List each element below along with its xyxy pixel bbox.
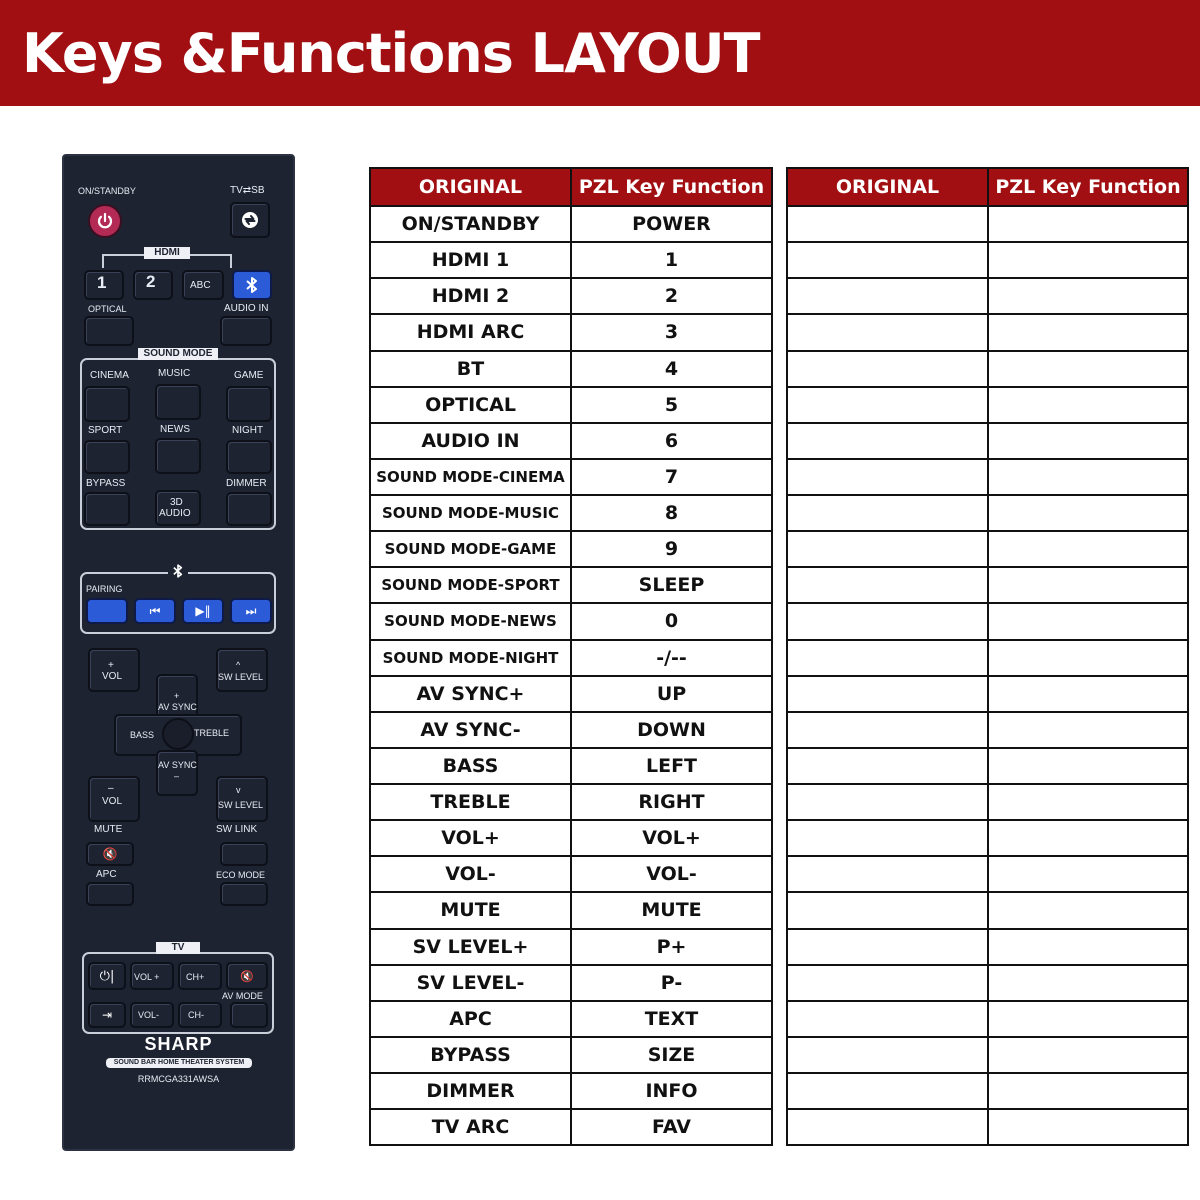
dimmer-label: DIMMER: [226, 478, 267, 489]
empty-cell: [988, 206, 1188, 242]
dimmer-button: [226, 492, 272, 526]
vol-down-minus: –: [108, 783, 114, 794]
power-button: [88, 204, 122, 238]
pzl-function-cell: P-: [571, 965, 772, 1001]
mute-button: [86, 842, 134, 866]
empty-cell: [988, 748, 1188, 784]
table-row: [370, 712, 772, 748]
table-row: [787, 206, 1188, 242]
empty-cell: [988, 965, 1188, 1001]
apc-button: [86, 882, 134, 906]
pzl-function-cell: FAV: [571, 1109, 772, 1145]
original-key-cell: SOUND MODE-SPORT: [370, 567, 571, 603]
table-row: [787, 676, 1188, 712]
tv-mute-icon: 🔇: [240, 969, 254, 983]
table-row: [370, 351, 772, 387]
empty-cell: [988, 567, 1188, 603]
sw-level-up-arrow: ^: [236, 660, 241, 670]
key-2-label: 2: [146, 272, 156, 291]
table-row: [370, 929, 772, 965]
empty-cell: [787, 242, 988, 278]
av-mode-label: AV MODE: [222, 991, 263, 1001]
empty-cell: [988, 242, 1188, 278]
table-row: [787, 892, 1188, 928]
hdmi-label: HDMI: [144, 247, 190, 259]
remote-control-image: [62, 154, 295, 1151]
center-dial: [162, 718, 194, 750]
table-row: [370, 459, 772, 495]
original-key-cell: TV ARC: [370, 1109, 571, 1145]
table-row: [370, 567, 772, 603]
key-mapping-table: [369, 167, 773, 1146]
input-switch-icon: [232, 204, 268, 236]
original-key-cell: SOUND MODE-NEWS: [370, 603, 571, 639]
optical-label: OPTICAL: [88, 304, 127, 314]
original-key-cell: SV LEVEL-: [370, 965, 571, 1001]
vol-up-label: VOL: [102, 671, 123, 682]
audio-in-label: AUDIO IN: [224, 303, 269, 314]
empty-cell: [787, 531, 988, 567]
news-button: [155, 438, 201, 474]
blank-mapping-table: [786, 167, 1189, 1146]
table-row: [370, 748, 772, 784]
3d-audio-label-line1: 3D: [170, 497, 183, 508]
sw-level-down-label: SW LEVEL: [218, 800, 264, 810]
mute-icon: 🔇: [102, 847, 118, 861]
table-row: [787, 278, 1188, 314]
empty-cell: [787, 278, 988, 314]
pzl-function-cell: 1: [571, 242, 772, 278]
vol-up-button: [88, 648, 140, 692]
original-key-cell: AV SYNC-: [370, 712, 571, 748]
tv-input-button: [88, 1002, 126, 1028]
original-key-cell: VOL+: [370, 820, 571, 856]
table-row: [787, 387, 1188, 423]
table-row: [787, 712, 1188, 748]
empty-cell: [988, 856, 1188, 892]
original-key-cell: TREBLE: [370, 784, 571, 820]
empty-cell: [787, 495, 988, 531]
table-row: [370, 1109, 772, 1145]
table-row: [370, 495, 772, 531]
original-key-cell: BASS: [370, 748, 571, 784]
original-key-cell: BT: [370, 351, 571, 387]
sound-mode-label: SOUND MODE: [138, 348, 218, 360]
table-row: [370, 387, 772, 423]
table-row: [787, 567, 1188, 603]
empty-cell: [988, 820, 1188, 856]
sw-link-button: [220, 842, 268, 866]
table-row: [787, 1037, 1188, 1073]
pairing-label: PAIRING: [86, 584, 123, 594]
pairing-button: [86, 598, 128, 624]
table-row: [787, 423, 1188, 459]
play-pause-button: [182, 598, 224, 624]
eco-mode-button: [220, 882, 268, 906]
original-key-cell: SOUND MODE-GAME: [370, 531, 571, 567]
av-sync-down-label: AV SYNC: [158, 760, 197, 770]
tv-vol-down-label: VOL-: [138, 1010, 160, 1020]
av-sync-up-plus: +: [174, 691, 180, 701]
cinema-button: [84, 386, 130, 422]
sw-level-up-label: SW LEVEL: [218, 672, 264, 682]
empty-cell: [988, 892, 1188, 928]
empty-cell: [787, 423, 988, 459]
table-row: [370, 784, 772, 820]
pzl-function-cell: 5: [571, 387, 772, 423]
table-row: [787, 314, 1188, 350]
previous-icon: ⏮: [149, 603, 161, 618]
page-title: Keys &Functions LAYOUT: [22, 22, 760, 85]
empty-cell: [787, 603, 988, 639]
sw-link-label: SW LINK: [216, 824, 258, 835]
night-button: [226, 440, 272, 474]
night-label: NIGHT: [232, 425, 264, 436]
power-icon: [90, 206, 120, 236]
empty-cell: [988, 1109, 1188, 1145]
empty-cell: [988, 676, 1188, 712]
table-row: [787, 784, 1188, 820]
table-row: [787, 929, 1188, 965]
table-row: [787, 1001, 1188, 1037]
brand-logo: SHARP: [144, 1034, 213, 1054]
table-row: [370, 820, 772, 856]
empty-cell: [988, 1073, 1188, 1109]
empty-cell: [988, 278, 1188, 314]
music-label: MUSIC: [158, 368, 191, 379]
pzl-function-cell: 7: [571, 459, 772, 495]
pzl-function-cell: -/--: [571, 640, 772, 676]
original-key-cell: VOL-: [370, 856, 571, 892]
empty-cell: [988, 459, 1188, 495]
game-label: GAME: [234, 370, 264, 381]
next-button: [230, 598, 272, 624]
pzl-function-cell: SLEEP: [571, 567, 772, 603]
table-row: [370, 892, 772, 928]
table-row: [787, 1109, 1188, 1145]
pzl-function-cell: VOL+: [571, 820, 772, 856]
empty-cell: [988, 929, 1188, 965]
pzl-function-cell: TEXT: [571, 1001, 772, 1037]
table-row: [370, 206, 772, 242]
table-row: [787, 351, 1188, 387]
table-row: [370, 640, 772, 676]
empty-cell: [787, 206, 988, 242]
original-key-cell: SOUND MODE-NIGHT: [370, 640, 571, 676]
empty-cell: [988, 314, 1188, 350]
original-key-cell: HDMI 2: [370, 278, 571, 314]
eco-mode-label: ECO MODE: [216, 870, 266, 880]
original-column-header: ORIGINAL: [370, 168, 571, 206]
original-key-cell: DIMMER: [370, 1073, 571, 1109]
table-row: [370, 278, 772, 314]
empty-cell: [787, 965, 988, 1001]
previous-button: [134, 598, 176, 624]
bass-label: BASS: [130, 730, 155, 740]
original-key-cell: OPTICAL: [370, 387, 571, 423]
pzl-function-column-header: PZL Key Function: [988, 168, 1188, 206]
table-row: [787, 640, 1188, 676]
tv-vol-up-label: VOL +: [134, 972, 160, 982]
pzl-function-cell: DOWN: [571, 712, 772, 748]
pzl-function-cell: 9: [571, 531, 772, 567]
sport-button: [84, 440, 130, 474]
empty-cell: [988, 640, 1188, 676]
tv-mute-button: [226, 962, 268, 990]
av-sync-up-label: AV SYNC: [158, 702, 197, 712]
table-row: [787, 965, 1188, 1001]
table-row: [787, 531, 1188, 567]
empty-cell: [787, 712, 988, 748]
table-row: [787, 1073, 1188, 1109]
next-icon: ⏭: [245, 603, 257, 618]
optical-button: [84, 316, 134, 346]
original-key-cell: BYPASS: [370, 1037, 571, 1073]
vol-up-plus: +: [108, 660, 114, 671]
table-row: [370, 1037, 772, 1073]
original-key-cell: ON/STANDBY: [370, 206, 571, 242]
tv-ch-down-label: CH-: [188, 1010, 204, 1020]
empty-cell: [988, 387, 1188, 423]
table-row: [787, 603, 1188, 639]
3d-audio-label-line2: AUDIO: [159, 508, 191, 519]
empty-cell: [988, 351, 1188, 387]
sw-level-down-arrow: v: [236, 785, 241, 795]
tv-sb-label: TV⇄SB: [230, 185, 265, 196]
pzl-function-cell: 6: [571, 423, 772, 459]
pzl-function-cell: LEFT: [571, 748, 772, 784]
pzl-function-cell: 4: [571, 351, 772, 387]
table-row: [787, 748, 1188, 784]
original-key-cell: SOUND MODE-CINEMA: [370, 459, 571, 495]
tv-label: TV: [156, 942, 200, 954]
table-row: [370, 423, 772, 459]
empty-cell: [787, 459, 988, 495]
key-1-label: 1: [97, 273, 107, 292]
empty-cell: [787, 351, 988, 387]
pzl-function-cell: 2: [571, 278, 772, 314]
empty-cell: [787, 1001, 988, 1037]
table-row: [787, 242, 1188, 278]
original-key-cell: AUDIO IN: [370, 423, 571, 459]
tv-input-icon: ⇥: [101, 1008, 113, 1022]
original-column-header: ORIGINAL: [787, 168, 988, 206]
music-button: [155, 384, 201, 420]
empty-cell: [988, 784, 1188, 820]
on-standby-label: ON/STANDBY: [78, 186, 136, 196]
table-row: [787, 820, 1188, 856]
empty-cell: [787, 929, 988, 965]
table-row: [787, 459, 1188, 495]
table-header-row: [370, 168, 772, 206]
tv-power-icon: ⏻|: [99, 968, 115, 984]
bluetooth-button: [232, 270, 272, 300]
sw-level-down-button: [216, 776, 268, 822]
tv-ch-up-label: CH+: [186, 972, 205, 982]
original-key-cell: SV LEVEL+: [370, 929, 571, 965]
original-key-cell: HDMI 1: [370, 242, 571, 278]
key-abc-label: ABC: [190, 280, 211, 291]
original-key-cell: SOUND MODE-MUSIC: [370, 495, 571, 531]
audio-in-button: [220, 316, 272, 346]
tv-sb-button: [230, 202, 270, 238]
empty-cell: [787, 820, 988, 856]
mute-label: MUTE: [94, 824, 123, 835]
empty-cell: [787, 748, 988, 784]
pzl-function-cell: SIZE: [571, 1037, 772, 1073]
bypass-button: [84, 492, 130, 526]
vol-down-label: VOL: [102, 796, 123, 807]
bluetooth-icon: [234, 272, 270, 298]
pzl-function-cell: VOL-: [571, 856, 772, 892]
pzl-function-cell: 3: [571, 314, 772, 350]
sw-level-up-button: [216, 648, 268, 692]
table-row: [370, 242, 772, 278]
empty-cell: [787, 640, 988, 676]
table-row: [370, 314, 772, 350]
pzl-function-cell: P+: [571, 929, 772, 965]
table-row: [787, 495, 1188, 531]
empty-cell: [787, 387, 988, 423]
apc-label: APC: [96, 869, 117, 880]
original-key-cell: AV SYNC+: [370, 676, 571, 712]
empty-cell: [988, 712, 1188, 748]
pzl-function-column-header: PZL Key Function: [571, 168, 772, 206]
empty-cell: [787, 314, 988, 350]
sport-label: SPORT: [88, 425, 123, 436]
cinema-label: CINEMA: [90, 370, 129, 381]
av-mode-button: [230, 1002, 268, 1028]
pzl-function-cell: MUTE: [571, 892, 772, 928]
empty-cell: [787, 856, 988, 892]
empty-cell: [988, 423, 1188, 459]
table-row: [370, 603, 772, 639]
empty-cell: [787, 892, 988, 928]
empty-cell: [787, 784, 988, 820]
av-sync-down-minus: –: [174, 771, 180, 781]
empty-cell: [988, 1001, 1188, 1037]
pzl-function-cell: POWER: [571, 206, 772, 242]
empty-cell: [787, 1037, 988, 1073]
treble-label: TREBLE: [194, 728, 230, 738]
table-row: [370, 1001, 772, 1037]
tv-power-button: [88, 962, 126, 990]
empty-cell: [787, 676, 988, 712]
pzl-function-cell: 0: [571, 603, 772, 639]
empty-cell: [787, 1109, 988, 1145]
original-key-cell: HDMI ARC: [370, 314, 571, 350]
table-row: [370, 531, 772, 567]
pzl-function-cell: RIGHT: [571, 784, 772, 820]
table-row: [787, 856, 1188, 892]
original-key-cell: MUTE: [370, 892, 571, 928]
table-row: [370, 965, 772, 1001]
pzl-function-cell: UP: [571, 676, 772, 712]
system-label: SOUND BAR HOME THEATER SYSTEM: [106, 1058, 252, 1068]
table-row: [370, 1073, 772, 1109]
pzl-function-cell: 8: [571, 495, 772, 531]
empty-cell: [787, 1073, 988, 1109]
bypass-label: BYPASS: [86, 478, 126, 489]
empty-cell: [988, 603, 1188, 639]
original-key-cell: APC: [370, 1001, 571, 1037]
bluetooth-group-icon: [168, 560, 188, 582]
pzl-function-cell: INFO: [571, 1073, 772, 1109]
empty-cell: [988, 1037, 1188, 1073]
empty-cell: [787, 567, 988, 603]
news-label: NEWS: [160, 424, 190, 435]
table-header-row: [787, 168, 1188, 206]
empty-cell: [988, 531, 1188, 567]
model-label: RRMCGA331AWSA: [137, 1074, 220, 1084]
table-row: [370, 676, 772, 712]
title-banner: [0, 0, 1200, 106]
play-pause-icon: ▶‖: [195, 604, 211, 618]
table-row: [370, 856, 772, 892]
empty-cell: [988, 495, 1188, 531]
game-button: [226, 386, 272, 422]
